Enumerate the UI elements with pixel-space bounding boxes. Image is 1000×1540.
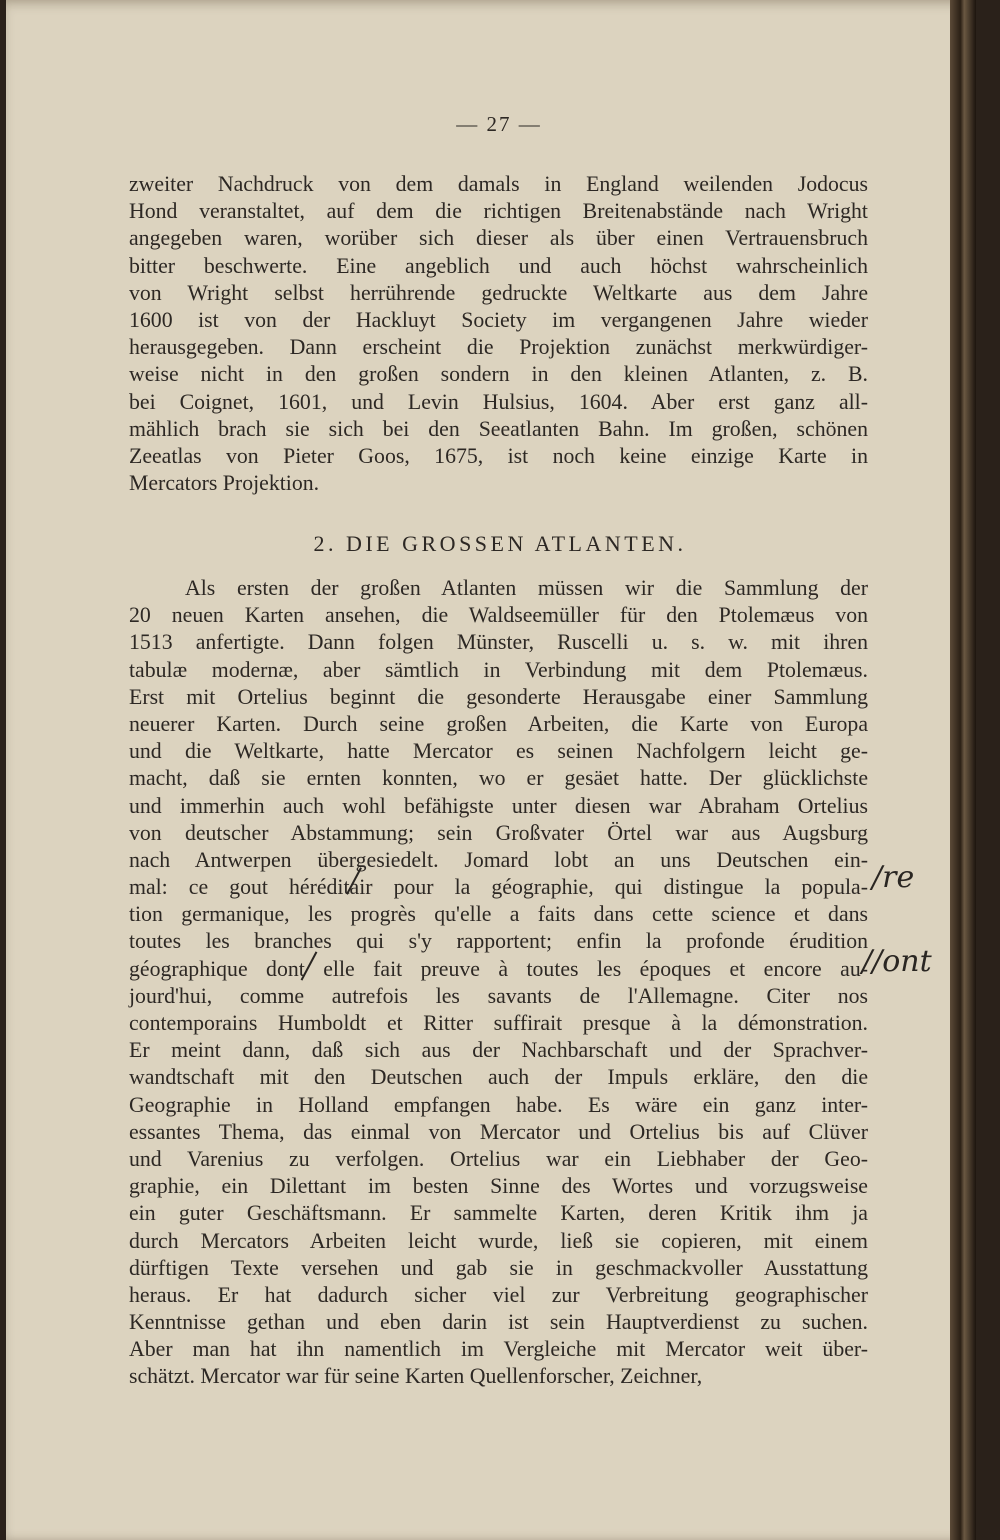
- text-line: von Wright selbst herrührende gedruckte Weltkarte aus dem Jahre: [129, 280, 868, 305]
- text-line: Hond veranstaltet, auf dem die richtigen Breitenabstände nach Wright: [129, 199, 868, 224]
- text-line: macht, daß sie ernten konnten, wo er gesäet hatte. Der glücklichste: [129, 766, 868, 791]
- text-line: 1513 anfertigte. Dann folgen Münster, Ruscelli u. s. w. mit ihren: [129, 630, 868, 655]
- text-line: toutes les branches qui s'y rapportent; enfin la profonde érudition: [129, 929, 868, 954]
- text-line: bitter beschwerte. Eine angeblich und auch höchst wahrscheinlich: [129, 253, 868, 278]
- text-line: essantes Thema, das einmal von Mercator und Ortelius bis auf Clüver: [129, 1119, 868, 1144]
- text-line: und die Weltkarte, hatte Mercator es seinen Nachfolgern leicht ge-: [129, 739, 868, 764]
- paragraph-1: [129, 171, 868, 497]
- paragraph-2: [129, 575, 868, 1391]
- text-line: und Varenius zu verfolgen. Ortelius war ein Liebhaber der Geo-: [129, 1146, 868, 1171]
- text-line: Als ersten der großen Atlanten müssen wir die Sammlung der: [185, 576, 868, 600]
- text-line: tion germanique, les progrès qu'elle a faits dans cette science et dans: [129, 902, 868, 927]
- text-line: Er meint dann, daß sich aus der Nachbarschaft und der Sprachver-: [129, 1038, 868, 1063]
- text-line: Zeeatlas von Pieter Goos, 1675, ist noch keine einzige Karte in: [129, 443, 868, 468]
- text-line: bei Coignet, 1601, und Levin Hulsius, 1604. Aber erst ganz all-: [129, 389, 868, 414]
- text-line: Erst mit Ortelius beginnt die gesonderte Herausgabe einer Sammlung: [129, 684, 868, 709]
- text-line: und immerhin auch wohl befähigste unter diesen war Abraham Ortelius: [129, 793, 868, 818]
- text-line: neuerer Karten. Durch seine großen Arbeiten, die Karte von Europa: [129, 711, 868, 736]
- text-line: nach Antwerpen übergesiedelt. Jomard lobt an uns Deutschen ein-: [129, 847, 868, 872]
- text-line: dürftigen Texte versehen und gab sie in geschmackvoller Ausstattung: [129, 1255, 868, 1280]
- text-line: weise nicht in den großen sondern in den kleinen Atlanten, z. B.: [129, 362, 868, 387]
- text-line: schätzt. Mercator war für seine Karten Quellenforscher, Zeichner,: [129, 1364, 703, 1389]
- text-line: graphie, ein Dilettant im besten Sinne des Wortes und vorzugsweise: [129, 1174, 868, 1199]
- text-line: mal: ce gout héréditair pour la géographie, qui distingue la popula-: [129, 875, 868, 900]
- text-line: wandtschaft mit den Deutschen auch der Impuls erkläre, den die: [129, 1065, 868, 1090]
- text-line: contemporains Humboldt et Ritter suffirait presque à la démonstration.: [129, 1011, 868, 1035]
- page-number: — 27 —: [456, 112, 542, 136]
- book-spine-edge: [950, 0, 976, 1540]
- text-line: herausgegeben. Dann erscheint die Projektion zunächst merkwürdiger-: [129, 335, 868, 360]
- text-line: Mercators Projektion.: [129, 471, 320, 496]
- text-line: angegeben waren, worüber sich dieser als über einen Vertrauensbruch: [129, 226, 868, 251]
- text-line: heraus. Er hat dadurch sicher viel zur Verbreitung geographischer: [129, 1282, 868, 1307]
- text-line: durch Mercators Arbeiten leicht wurde, ließ sie copieren, mit einem: [129, 1228, 868, 1253]
- margin-correction-2: //ont: [862, 944, 932, 979]
- text-line: 1600 ist von der Hackluyt Society im vergangenen Jahre wieder: [129, 307, 868, 332]
- text-line: jourd'hui, comme autrefois les savants de l'Allemagne. Citer nos: [129, 983, 868, 1008]
- text-line: Kenntnisse gethan und eben darin ist sein Hauptverdienst zu suchen.: [129, 1310, 868, 1335]
- margin-correction-1: /re: [872, 860, 915, 895]
- text-line: 20 neuen Karten ansehen, die Waldseemüller für den Ptolemæus von: [129, 603, 868, 628]
- text-line: ein guter Geschäftsmann. Er sammelte Karten, deren Kritik ihm ja: [129, 1201, 868, 1226]
- text-line: von deutscher Abstammung; sein Großvater Örtel war aus Augsburg: [129, 820, 868, 845]
- text-line: mählich brach sie sich bei den Seeatlanten Bahn. Im großen, schönen: [129, 416, 868, 441]
- section-heading: 2. DIE GROSSEN ATLANTEN.: [313, 531, 687, 556]
- text-line: Geographie in Holland empfangen habe. Es wäre ein ganz inter-: [129, 1092, 868, 1117]
- text-line: géographique dont elle fait preuve à toutes les époques et encore au-: [129, 956, 868, 981]
- text-line: tabulæ modernæ, aber sämtlich in Verbindung mit dem Ptolemæus.: [129, 657, 868, 682]
- text-line: Aber man hat ihn namentlich im Vergleiche mit Mercator weit über-: [129, 1337, 868, 1362]
- text-line: zweiter Nachdruck von dem damals in England weilenden Jodocus: [129, 172, 868, 196]
